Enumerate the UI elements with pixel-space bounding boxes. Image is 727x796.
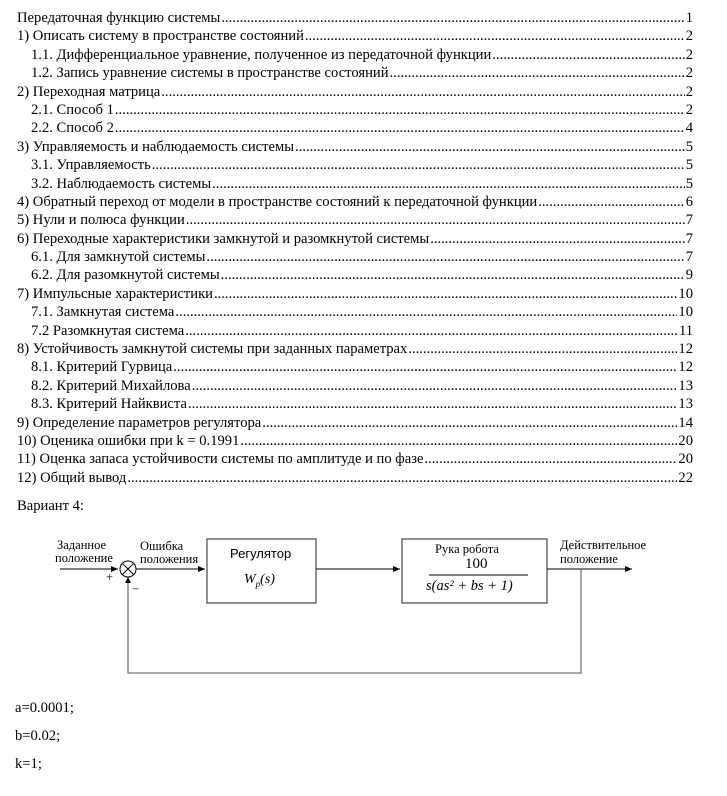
toc-entry-label: 7.2 Разомкнутая система	[31, 322, 185, 339]
toc-entry-label: 8.3. Критерий Найквиста	[31, 396, 187, 413]
toc-dot-leader	[214, 285, 677, 303]
plus-sign: +	[106, 570, 114, 584]
toc-entry[interactable]	[17, 101, 693, 119]
toc-entry-page: 12	[678, 341, 693, 358]
toc-entry[interactable]	[17, 322, 693, 340]
toc-dot-leader	[492, 46, 684, 64]
table-of-contents	[17, 9, 693, 487]
toc-entry-page: 11	[678, 322, 693, 339]
toc-dot-leader	[186, 211, 685, 229]
variant-label: Вариант 4:	[17, 498, 84, 514]
toc-entry-page: 2	[685, 46, 693, 63]
toc-entry-page: 7	[685, 212, 693, 229]
toc-dot-leader	[192, 377, 678, 395]
toc-dot-leader	[221, 266, 685, 284]
toc-entry[interactable]	[17, 340, 693, 358]
toc-entry-page: 20	[678, 432, 693, 449]
plant-denominator: s(as² + bs + 1)	[426, 578, 513, 594]
toc-dot-leader	[115, 119, 685, 137]
toc-entry[interactable]	[17, 414, 693, 432]
toc-entry-page: 13	[678, 377, 693, 394]
toc-dot-leader	[390, 64, 685, 82]
toc-dot-leader	[240, 432, 677, 450]
controller-transfer-function: $W_p(s)$	[244, 572, 275, 589]
controller-title: Регулятор	[230, 546, 292, 561]
toc-entry[interactable]	[17, 432, 693, 450]
toc-entry-page: 5	[685, 138, 693, 155]
param-k: k=1;	[15, 756, 42, 772]
toc-entry-label: 6.2. Для разомкнутой системы	[31, 267, 220, 284]
toc-entry-page: 2	[685, 28, 693, 45]
toc-entry-label: 2.1. Способ 1	[31, 101, 114, 118]
toc-entry-page: 20	[678, 451, 693, 468]
toc-entry-page: 10	[678, 304, 693, 321]
toc-dot-leader	[173, 358, 677, 376]
toc-dot-leader	[188, 395, 677, 413]
toc-entry-label: Передаточная функцию системы	[17, 10, 221, 26]
toc-dot-leader	[221, 9, 684, 27]
toc-dot-leader	[127, 469, 677, 487]
toc-entry[interactable]	[17, 156, 693, 174]
toc-entry-page: 2	[685, 101, 693, 118]
toc-entry-page: 7	[685, 249, 693, 266]
param-b: b=0.02;	[15, 728, 61, 744]
toc-dot-leader	[185, 322, 678, 340]
toc-dot-leader	[408, 340, 677, 358]
toc-entry-page: 12	[678, 359, 693, 376]
toc-entry[interactable]	[17, 266, 693, 284]
minus-sign: −	[132, 582, 140, 596]
summing-junction-icon	[120, 561, 136, 577]
block-diagram	[0, 525, 727, 675]
toc-entry-page: 5	[685, 157, 693, 174]
toc-entry-page: 13	[678, 396, 693, 413]
plant-numerator: 100	[465, 556, 488, 572]
toc-dot-leader	[152, 156, 685, 174]
toc-entry-label: 1.2. Запись уравнение системы в пространстве состояний	[31, 65, 389, 82]
toc-entry-label: 3) Управляемость и наблюдаемость системы	[17, 138, 295, 155]
toc-entry[interactable]	[17, 46, 693, 64]
toc-entry-label: 1) Описать систему в пространстве состояний	[17, 28, 304, 45]
input-label-line1: Заданное	[57, 538, 107, 552]
toc-entry[interactable]	[17, 27, 693, 45]
toc-entry-label: 1.1. Дифференциальное уравнение, полученное из передаточной функции	[31, 46, 492, 63]
toc-entry-label: 9) Определение параметров регулятора	[17, 414, 262, 431]
toc-dot-leader	[212, 175, 685, 193]
toc-entry[interactable]	[17, 377, 693, 395]
toc-entry-label: 11) Оценка запаса устойчивости системы по амплитуде и по фазе	[17, 451, 424, 468]
toc-entry-page: 6	[685, 193, 693, 210]
toc-entry-page: 22	[678, 469, 693, 486]
toc-entry-page: 2	[685, 65, 693, 82]
toc-entry-label: 3.2. Наблюдаемость системы	[31, 175, 212, 192]
toc-entry[interactable]	[17, 358, 693, 376]
output-label-line1: Действительное	[560, 538, 647, 552]
toc-entry[interactable]	[17, 303, 693, 321]
toc-entry[interactable]	[17, 248, 693, 266]
toc-entry-label: 5) Нули и полюса функции	[17, 212, 185, 229]
error-label-line1: Ошибка	[140, 539, 184, 553]
param-a: a=0.0001;	[15, 700, 74, 716]
toc-entry[interactable]	[17, 119, 693, 137]
toc-entry[interactable]	[17, 211, 693, 229]
toc-entry[interactable]	[17, 395, 693, 413]
toc-entry[interactable]	[17, 285, 693, 303]
toc-entry[interactable]	[17, 64, 693, 82]
toc-entry-label: 12) Общий вывод	[17, 469, 127, 486]
toc-entry-page: 5	[685, 175, 693, 192]
output-label-line2: положение	[560, 552, 618, 566]
toc-entry-label: 8.1. Критерий Гурвица	[31, 359, 173, 376]
toc-entry[interactable]	[17, 9, 693, 27]
toc-dot-leader	[305, 27, 685, 45]
toc-entry-label: 6) Переходные характеристики замкнутой и разомкнутой системы	[17, 230, 430, 247]
toc-entry-label: 2) Переходная матрица	[17, 83, 161, 100]
toc-entry[interactable]	[17, 83, 693, 101]
toc-dot-leader	[206, 248, 684, 266]
toc-entry[interactable]	[17, 138, 693, 156]
toc-entry[interactable]	[17, 469, 693, 487]
toc-entry-page: 7	[685, 230, 693, 247]
toc-entry-label: 4) Обратный переход от модели в пространстве состояний к передаточной функции	[17, 193, 538, 210]
toc-entry-label: 6.1. Для замкнутой системы	[31, 249, 206, 266]
toc-dot-leader	[295, 138, 685, 156]
toc-dot-leader	[175, 303, 677, 321]
toc-entry[interactable]	[17, 450, 693, 468]
toc-entry[interactable]	[17, 175, 693, 193]
toc-entry-label: 2.2. Способ 2	[31, 120, 114, 137]
toc-entry-page: 10	[678, 285, 693, 302]
toc-entry-page: 1	[685, 10, 693, 26]
toc-dot-leader	[430, 230, 685, 248]
toc-entry-label: 3.1. Управляемость	[31, 157, 151, 174]
toc-entry-label: 8.2. Критерий Михайлова	[31, 377, 191, 394]
plant-title: Рука робота	[435, 542, 499, 556]
error-label-line2: положения	[140, 552, 199, 566]
toc-entry-page: 14	[678, 414, 693, 431]
toc-dot-leader	[538, 193, 684, 211]
toc-entry-page: 9	[685, 267, 693, 284]
toc-entry-page: 4	[685, 120, 693, 137]
toc-entry-label: 10) Оценика ошибки при k = 0.1991	[17, 432, 240, 449]
toc-dot-leader	[262, 414, 677, 432]
toc-entry-label: 7.1. Замкнутая система	[31, 304, 175, 321]
toc-entry[interactable]	[17, 193, 693, 211]
toc-entry-page: 2	[685, 83, 693, 100]
toc-entry-label: 8) Устойчивость замкнутой системы при заданных параметрах	[17, 341, 408, 358]
toc-dot-leader	[115, 101, 685, 119]
toc-dot-leader	[161, 83, 684, 101]
input-label-line2: положение	[55, 551, 113, 565]
toc-dot-leader	[424, 450, 677, 468]
toc-entry-label: 7) Импульсные характеристики	[17, 285, 213, 302]
toc-entry[interactable]	[17, 230, 693, 248]
